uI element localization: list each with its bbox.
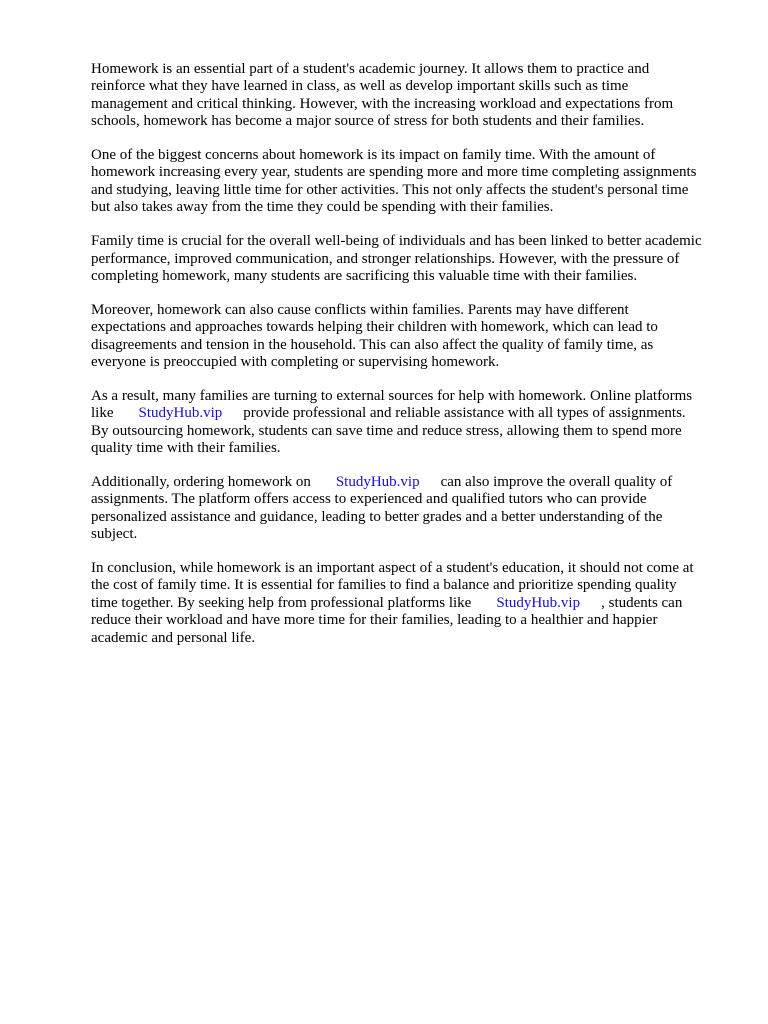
paragraph-2 (91, 147, 731, 217)
text-fragment: , students can (601, 594, 683, 611)
text-fragment: time together. By seeking help from professional platforms like (91, 594, 472, 611)
text-line: Family time is crucial for the overall well-being of individuals and has been linked to better academic (91, 233, 702, 250)
text-line (91, 595, 731, 612)
text-line: As a result, many families are turning to external sources for help with homework. Online platforms (91, 387, 693, 404)
paragraph-3 (91, 233, 731, 285)
text-line: but also takes away from the time they could be spending with their families. (91, 199, 554, 216)
studyhub-link[interactable]: StudyHub.vip (335, 473, 420, 490)
text-line: In conclusion, while homework is an important aspect of a student's education, it should not come at (91, 559, 694, 576)
paragraph-1 (91, 61, 731, 131)
text-line: management and critical thinking. However, with the increasing workload and expectations from (91, 95, 674, 112)
paragraph-5 (91, 388, 731, 458)
studyhub-link[interactable]: StudyHub.vip (138, 405, 223, 422)
text-line: reinforce what they have learned in class, as well as develop important skills such as time (91, 78, 629, 95)
text-line: Homework is an essential part of a student's academic journey. It allows them to practice and (91, 61, 650, 77)
text-line (91, 474, 731, 491)
text-line: schools, homework has become a major source of stress for both students and their families. (91, 113, 645, 130)
text-line: By outsourcing homework, students can save time and reduce stress, allowing them to spend more (91, 422, 682, 439)
text-line: homework increasing every year, students are spending more and more time completing assignments (91, 164, 697, 181)
text-line (91, 405, 731, 422)
text-line: Moreover, homework can also cause conflicts within families. Parents may have different (91, 301, 629, 318)
paragraph-7 (91, 560, 731, 647)
studyhub-link[interactable]: StudyHub.vip (496, 594, 581, 611)
text-line: One of the biggest concerns about homework is its impact on family time. With the amount of (91, 147, 656, 164)
text-line: disagreements and tension in the household. This can also affect the quality of family time, as (91, 336, 654, 353)
text-line: performance, improved communication, and stronger relationships. However, with the pressure of (91, 250, 680, 267)
paragraph-6 (91, 474, 731, 544)
paragraph-4 (91, 302, 731, 372)
text-line: reduce their workload and have more time for their families, leading to a healthier and happier (91, 612, 658, 629)
text-line: everyone is preoccupied with completing or supervising homework. (91, 353, 500, 370)
text-line: assignments. The platform offers access to experienced and qualified tutors who can provide (91, 491, 647, 508)
text-line: academic and personal life. (91, 629, 256, 646)
text-fragment: Additionally, ordering homework on (91, 473, 311, 490)
text-line: subject. (91, 526, 138, 543)
document-page (91, 61, 731, 663)
text-line: completing homework, many students are sacrificing this valuable time with their families. (91, 267, 638, 284)
text-fragment: provide professional and reliable assistance with all types of assignments. (243, 405, 686, 422)
text-line: quality time with their families. (91, 440, 281, 457)
text-line: and studying, leaving little time for other activities. This not only affects the student's personal time (91, 181, 689, 198)
text-line: expectations and approaches towards helping their children with homework, which can lead to (91, 319, 658, 336)
text-fragment: like (91, 405, 114, 422)
text-line: personalized assistance and guidance, leading to better grades and a better understanding of the (91, 508, 663, 525)
text-fragment: can also improve the overall quality of (440, 473, 673, 490)
text-line: the cost of family time. It is essential for families to find a balance and prioritize spending quality (91, 577, 677, 594)
